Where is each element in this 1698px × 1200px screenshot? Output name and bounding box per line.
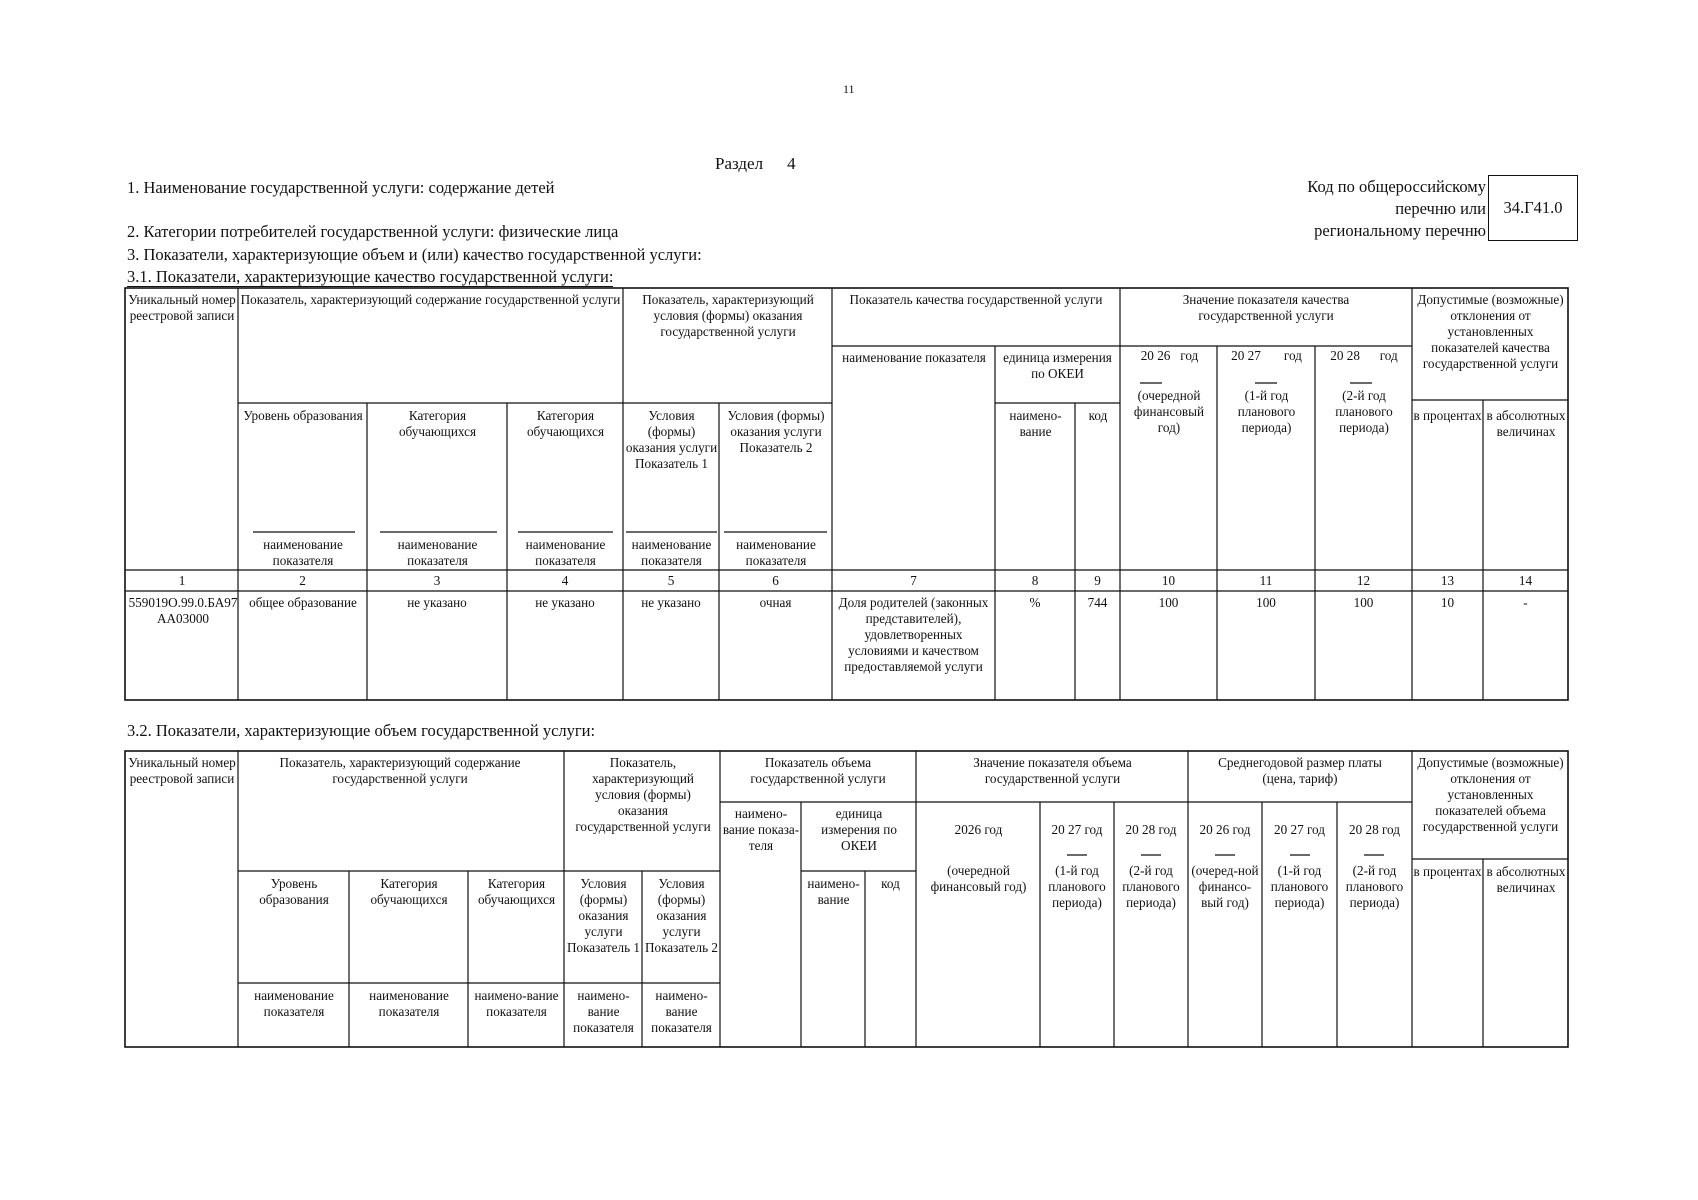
q-header-quality: Показатель качества государственной услуги (849, 292, 1103, 307)
q-year1-desc: (очередной финансовый год) (1133, 388, 1205, 435)
q-row-cond1: не указано (641, 595, 701, 610)
q-colnum-4: 4 (561, 573, 569, 588)
q-colnum-9: 9 (1094, 573, 1101, 588)
v-val3-head: 20 28 год (1125, 822, 1177, 837)
q-header-unit: единица измерения по ОКЕИ (1003, 350, 1112, 381)
code-label: Код по общероссийскому перечню или региональному перечню (1307, 177, 1486, 240)
v-header-deviation: Допустимые (возможные) отклонения от установленных показателей объема государственной услуги (1417, 755, 1564, 834)
q-row-indicator: Доля родителей (законных представителей), удовлетворенных условиями и качеством предоставляемой услуги (838, 595, 989, 674)
v-val2-head: 20 27 год (1051, 822, 1103, 837)
v-col-percent: в процентах (1413, 864, 1482, 879)
q-year1: 20 26 год (1140, 348, 1199, 363)
q-colnum-10: 10 (1161, 573, 1176, 588)
v-sub-name-5: наимено-вание показателя (651, 988, 712, 1035)
q-sub-name-4: наименование показателя (631, 537, 712, 568)
q-col-cat2: Категория обучающихся (526, 408, 605, 439)
q-col-cat1: Категория обучающихся (398, 408, 477, 439)
v-col-cond2: Условия (формы) оказания услуги Показатель 2 (644, 876, 718, 955)
q-colnum-5: 5 (667, 573, 675, 588)
v-header-unit: единица измерения по ОКЕИ (821, 806, 897, 853)
q-header-unique: Уникальный номер реестровой записи (128, 292, 236, 323)
v-val1-desc: (очередной финансовый год) (930, 863, 1027, 894)
indicators-heading: 3. Показатели, характеризующие объем и (или) качество государственной услуги: (127, 245, 702, 264)
consumers-category: 2. Категории потребителей государственной услуги: физические лица (127, 222, 619, 241)
q-sub-name-2: наименование показателя (397, 537, 478, 568)
q-col-cond2: Условия (формы) оказания услуги Показатель 2 (727, 408, 825, 455)
q-colnum-12: 12 (1356, 573, 1371, 588)
q-row-value1: 100 (1158, 595, 1179, 610)
v-sub-name-2: наименование показателя (369, 988, 449, 1019)
q-year3-desc: (2-й год планового периода) (1335, 388, 1393, 435)
q-row-level: общее образование (249, 595, 357, 610)
q-header-indicator-name: наименование показателя (842, 350, 986, 365)
v-header-indicator-name: наимено-вание показа-теля (722, 806, 800, 853)
v-sub-name-1: наименование показателя (254, 988, 334, 1019)
service-name: 1. Наименование государственной услуги: содержание детей (127, 178, 555, 197)
quality-section-title: 3.1. Показатели, характеризующие качество государственной услуги: (127, 267, 614, 286)
q-header-value: Значение показателя качества государственной услуги (1182, 292, 1350, 323)
q-row-dev-percent: 10 (1440, 595, 1455, 610)
v-header-value: Значение показателя объема государственной услуги (973, 755, 1132, 786)
q-header-content: Показатель, характеризующий содержание государственной услуги (240, 292, 621, 307)
v-col-cat2: Категория обучающихся (477, 876, 556, 907)
q-colnum-11: 11 (1259, 573, 1273, 588)
q-col-code: код (1088, 408, 1108, 423)
v-header-content: Показатель, характеризующий содержание государственной услуги (279, 755, 521, 786)
q-col-absolute: в абсолютных величинах (1486, 408, 1566, 439)
v-col-cond1: Условия (формы) оказания услуги Показатель 1 (566, 876, 640, 955)
q-year3: 20 28 год (1330, 348, 1398, 363)
v-col-level: Уровень образования (259, 876, 329, 907)
v-col-absolute: в абсолютных величинах (1486, 864, 1566, 895)
v-col-code: код (881, 876, 900, 891)
q-row-unit: % (1029, 595, 1041, 610)
v-header-unique: Уникальный номер реестровой записи (128, 755, 236, 786)
q-colnum-2: 2 (299, 573, 306, 588)
section-label: Раздел (715, 154, 764, 173)
q-col-percent: в процентах (1413, 408, 1482, 423)
q-col-unit-name: наимено-вание (1009, 408, 1062, 439)
v-header-volume: Показатель объема государственной услуги (750, 755, 886, 786)
v-fee1-desc: (очеред-ной финансо-вый год) (1191, 863, 1259, 910)
v-sub-name-3: наимено-вание показателя (474, 988, 559, 1019)
v-fee3-head: 20 28 год (1349, 822, 1400, 837)
v-val3-desc: (2-й год планового периода) (1122, 863, 1180, 910)
code-value-box: 34.Г41.0 (1488, 175, 1578, 241)
v-fee2-desc: (1-й год планового периода) (1270, 863, 1329, 910)
q-colnum-1: 1 (178, 573, 186, 588)
q-header-conditions: Показатель, характеризующий условия (формы) оказания государственной услуги (642, 292, 814, 339)
q-row-dev-absolute: - (1523, 595, 1528, 610)
q-row-cond2: очная (759, 595, 792, 610)
v-val1-head: 2026 год (954, 822, 1003, 837)
q-row-value2: 100 (1256, 595, 1276, 610)
section-number: 4 (787, 154, 796, 173)
v-val2-desc: (1-й год планового периода) (1048, 863, 1106, 910)
q-sub-name-3: наименование показателя (525, 537, 606, 568)
q-sub-name-1: наименование показателя (263, 537, 343, 568)
v-fee2-head: 20 27 год (1274, 822, 1325, 837)
q-row-registry: 559019О.99.0.БА97АА03000 (128, 595, 238, 626)
q-col-level: Уровень образования (243, 408, 363, 423)
q-row-value3: 100 (1353, 595, 1374, 610)
v-header-fee: Среднегодовой размер платы (цена, тариф) (1218, 755, 1382, 786)
q-col-cond1: Условия (формы) оказания услуги Показатель 1 (625, 408, 718, 471)
volume-section-title: 3.2. Показатели, характеризующие объем государственной услуги: (127, 721, 596, 740)
q-row-cat1: не указано (407, 595, 467, 610)
page-number: 11 (843, 82, 855, 96)
v-col-unit-name: наимено-вание (807, 876, 860, 907)
v-fee3-desc: (2-й год планового периода) (1345, 863, 1404, 910)
q-row-cat2: не указано (535, 595, 595, 610)
v-fee1-head: 20 26 год (1199, 822, 1251, 837)
q-colnum-6: 6 (772, 573, 779, 588)
q-colnum-7: 7 (910, 573, 917, 588)
v-header-conditions: Показатель, характеризующий условия (формы) оказания государственной услуги (575, 755, 711, 834)
q-colnum-3: 3 (433, 573, 441, 588)
q-colnum-14: 14 (1518, 573, 1533, 588)
v-sub-name-4: наимено-вание показателя (573, 988, 634, 1035)
q-year2-desc: (1-й год планового периода) (1237, 388, 1296, 435)
q-colnum-8: 8 (1031, 573, 1039, 588)
q-year2: 20 27 год (1231, 348, 1302, 363)
q-header-deviation: Допустимые (возможные) отклонения от установленных показателей качества государственной услуги (1417, 292, 1564, 371)
q-colnum-13: 13 (1440, 573, 1455, 588)
q-sub-name-5: наименование показателя (736, 537, 816, 568)
v-col-cat1: Категория обучающихся (370, 876, 448, 907)
q-row-code: 744 (1087, 595, 1108, 610)
